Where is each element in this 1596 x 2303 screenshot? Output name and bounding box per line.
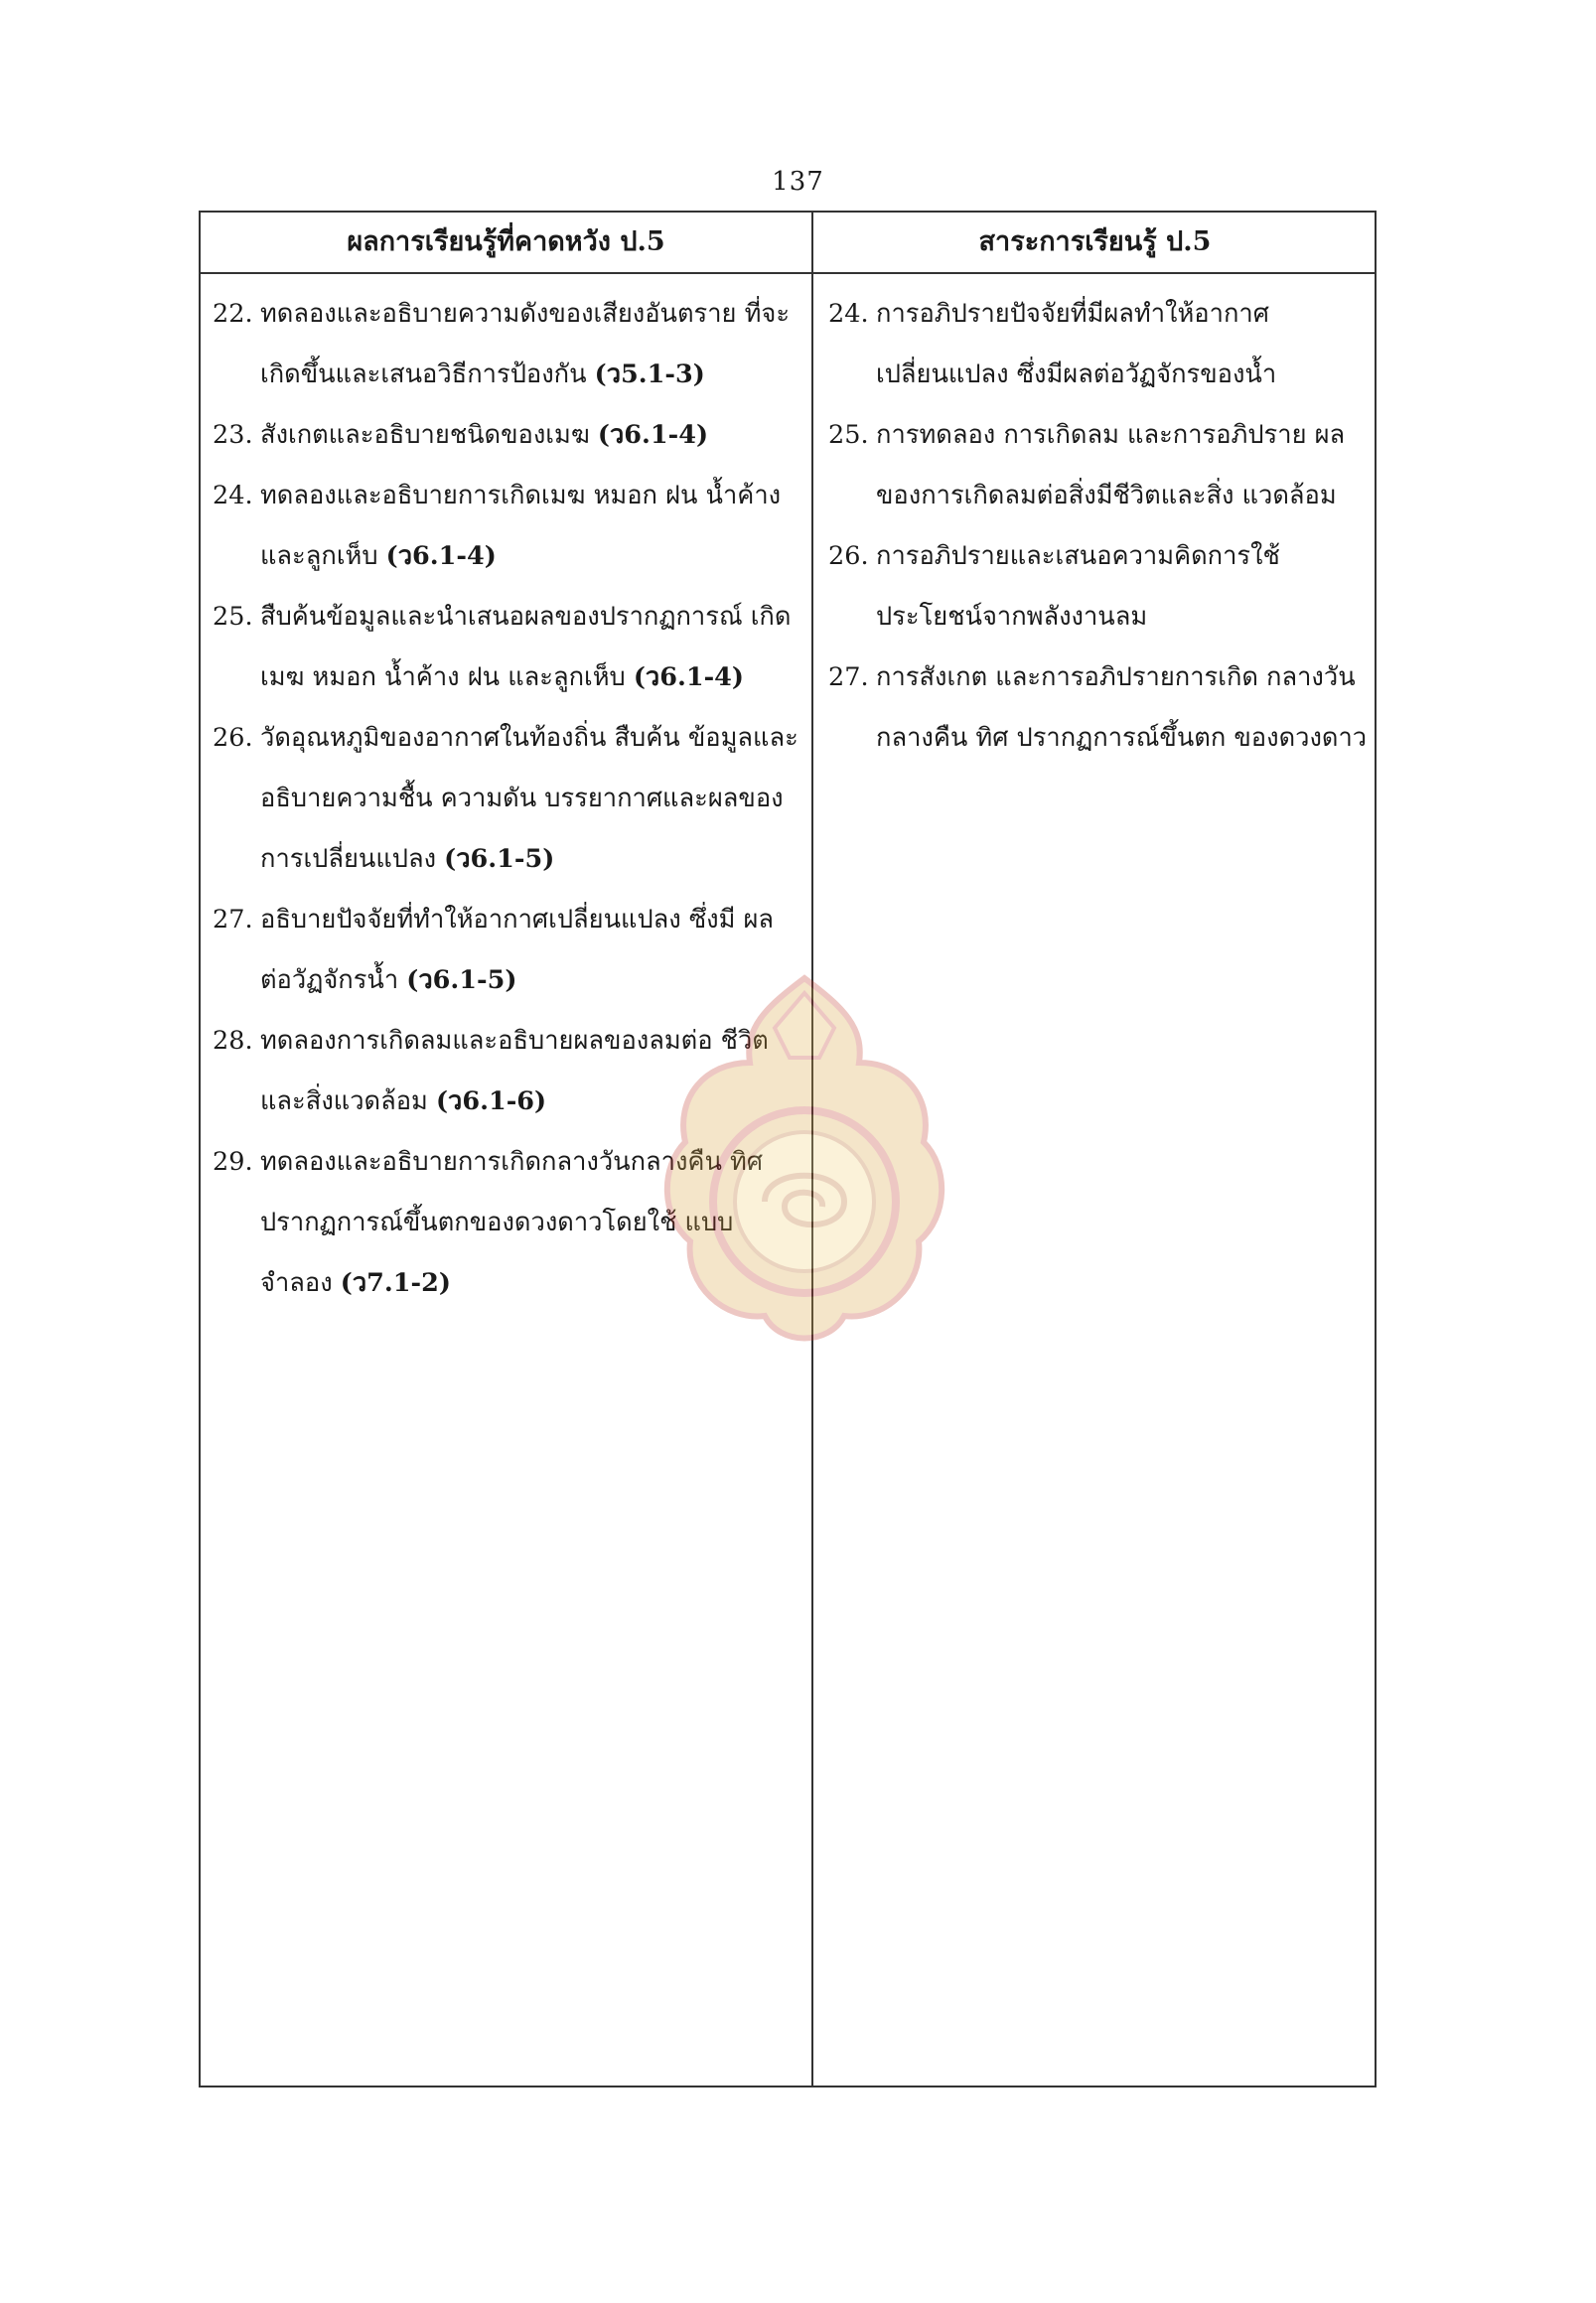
item-number: 25. (213, 602, 253, 632)
header-expected-outcomes: ผลการเรียนรู้ที่คาดหวัง ป.5 (347, 226, 665, 257)
indicator-code: (ว6.1-5) (406, 965, 517, 995)
item-number: 27. (828, 662, 869, 692)
item-text: สังเกตและอธิบายชนิดของเมฆ (ว6.1-4) (260, 420, 709, 450)
item-text: อธิบายปัจจัยที่ทำให้อากาศเปลี่ยนแปลง ซึ่งมี ผลต่อวัฏจักรน้ำ (ว6.1-5) (260, 905, 775, 995)
item-text: วัดอุณหภูมิของอากาศในท้องถิ่น สืบค้น ข้อมูลและอธิบายความชื้น ความดัน บรรยากาศและผลของการเปลี่ยนแปลง (ว6.1-5) (260, 723, 798, 874)
item-text: ทดลองและอธิบายการเกิดเมฆ หมอก ฝน น้ำค้าง และลูกเห็บ (ว6.1-4) (260, 481, 782, 571)
indicator-code: (ว6.1-4) (597, 420, 709, 450)
list-item (213, 1132, 803, 1314)
item-number: 23. (213, 420, 253, 450)
item-number: 24. (213, 481, 253, 510)
header-learning-content: สาระการเรียนรู้ ป.5 (978, 226, 1212, 257)
page-number: 137 (772, 167, 824, 197)
indicator-code: (ว6.1-6) (435, 1086, 547, 1116)
item-number: 22. (213, 299, 253, 329)
item-text: ทดลองการเกิดลมและอธิบายผลของลมต่อ ชีวิตและสิ่งแวดล้อม (ว6.1-6) (260, 1026, 769, 1116)
list-item (213, 284, 803, 405)
list-item (828, 284, 1370, 405)
list-item (828, 648, 1370, 769)
item-number: 27. (213, 905, 253, 935)
list-item (213, 1011, 803, 1132)
table-header-row (201, 213, 1375, 274)
indicator-code: (ว6.1-5) (444, 844, 555, 874)
item-number: 28. (213, 1026, 253, 1056)
item-text: ทดลองและอธิบายการเกิดกลางวันกลางคืน ทิศ ปรากฏการณ์ขึ้นตกของดวงดาวโดยใช้ แบบจำลอง (ว7.1-2) (260, 1147, 764, 1298)
learning-content-column (828, 284, 1370, 769)
item-text: การทดลอง การเกิดลม และการอภิปราย ผลของการเกิดลมต่อสิ่งมีชีวิตและสิ่ง แวดล้อม (876, 420, 1346, 510)
item-text: การอภิปรายปัจจัยที่มีผลทำให้อากาศ เปลี่ยนแปลง ซึ่งมีผลต่อวัฏจักรของน้ำ (876, 299, 1277, 389)
list-item (828, 526, 1370, 648)
indicator-code: (ว7.1-2) (340, 1268, 451, 1298)
item-text: สืบค้นข้อมูลและนำเสนอผลของปรากฏการณ์ เกิดเมฆ หมอก น้ำค้าง ฝน และลูกเห็บ (ว6.1-4) (260, 602, 792, 692)
item-number: 24. (828, 299, 869, 329)
item-number: 26. (828, 541, 869, 571)
list-item (828, 405, 1370, 526)
list-item (213, 890, 803, 1011)
indicator-code: (ว6.1-4) (633, 662, 744, 692)
indicator-code: (ว6.1-4) (385, 541, 497, 571)
list-item (213, 587, 803, 708)
item-text: การสังเกต และการอภิปรายการเกิด กลางวันกลางคืน ทิศ ปรากฏการณ์ขึ้นตก ของดวงดาว (876, 662, 1368, 753)
list-item (213, 405, 803, 466)
item-number: 26. (213, 723, 253, 753)
expected-outcomes-column (213, 284, 803, 1314)
column-divider (811, 213, 813, 2086)
item-text: การอภิปรายและเสนอความคิดการใช้ ประโยชน์จากพลังงานลม (876, 541, 1280, 632)
curriculum-table (199, 211, 1377, 2087)
list-item (213, 708, 803, 890)
item-text: ทดลองและอธิบายความดังของเสียงอันตราย ที่จะเกิดขึ้นและเสนอวิธีการป้องกัน (ว5.1-3) (260, 299, 791, 389)
indicator-code: (ว5.1-3) (594, 360, 705, 389)
item-number: 29. (213, 1147, 253, 1177)
item-number: 25. (828, 420, 869, 450)
list-item (213, 466, 803, 587)
